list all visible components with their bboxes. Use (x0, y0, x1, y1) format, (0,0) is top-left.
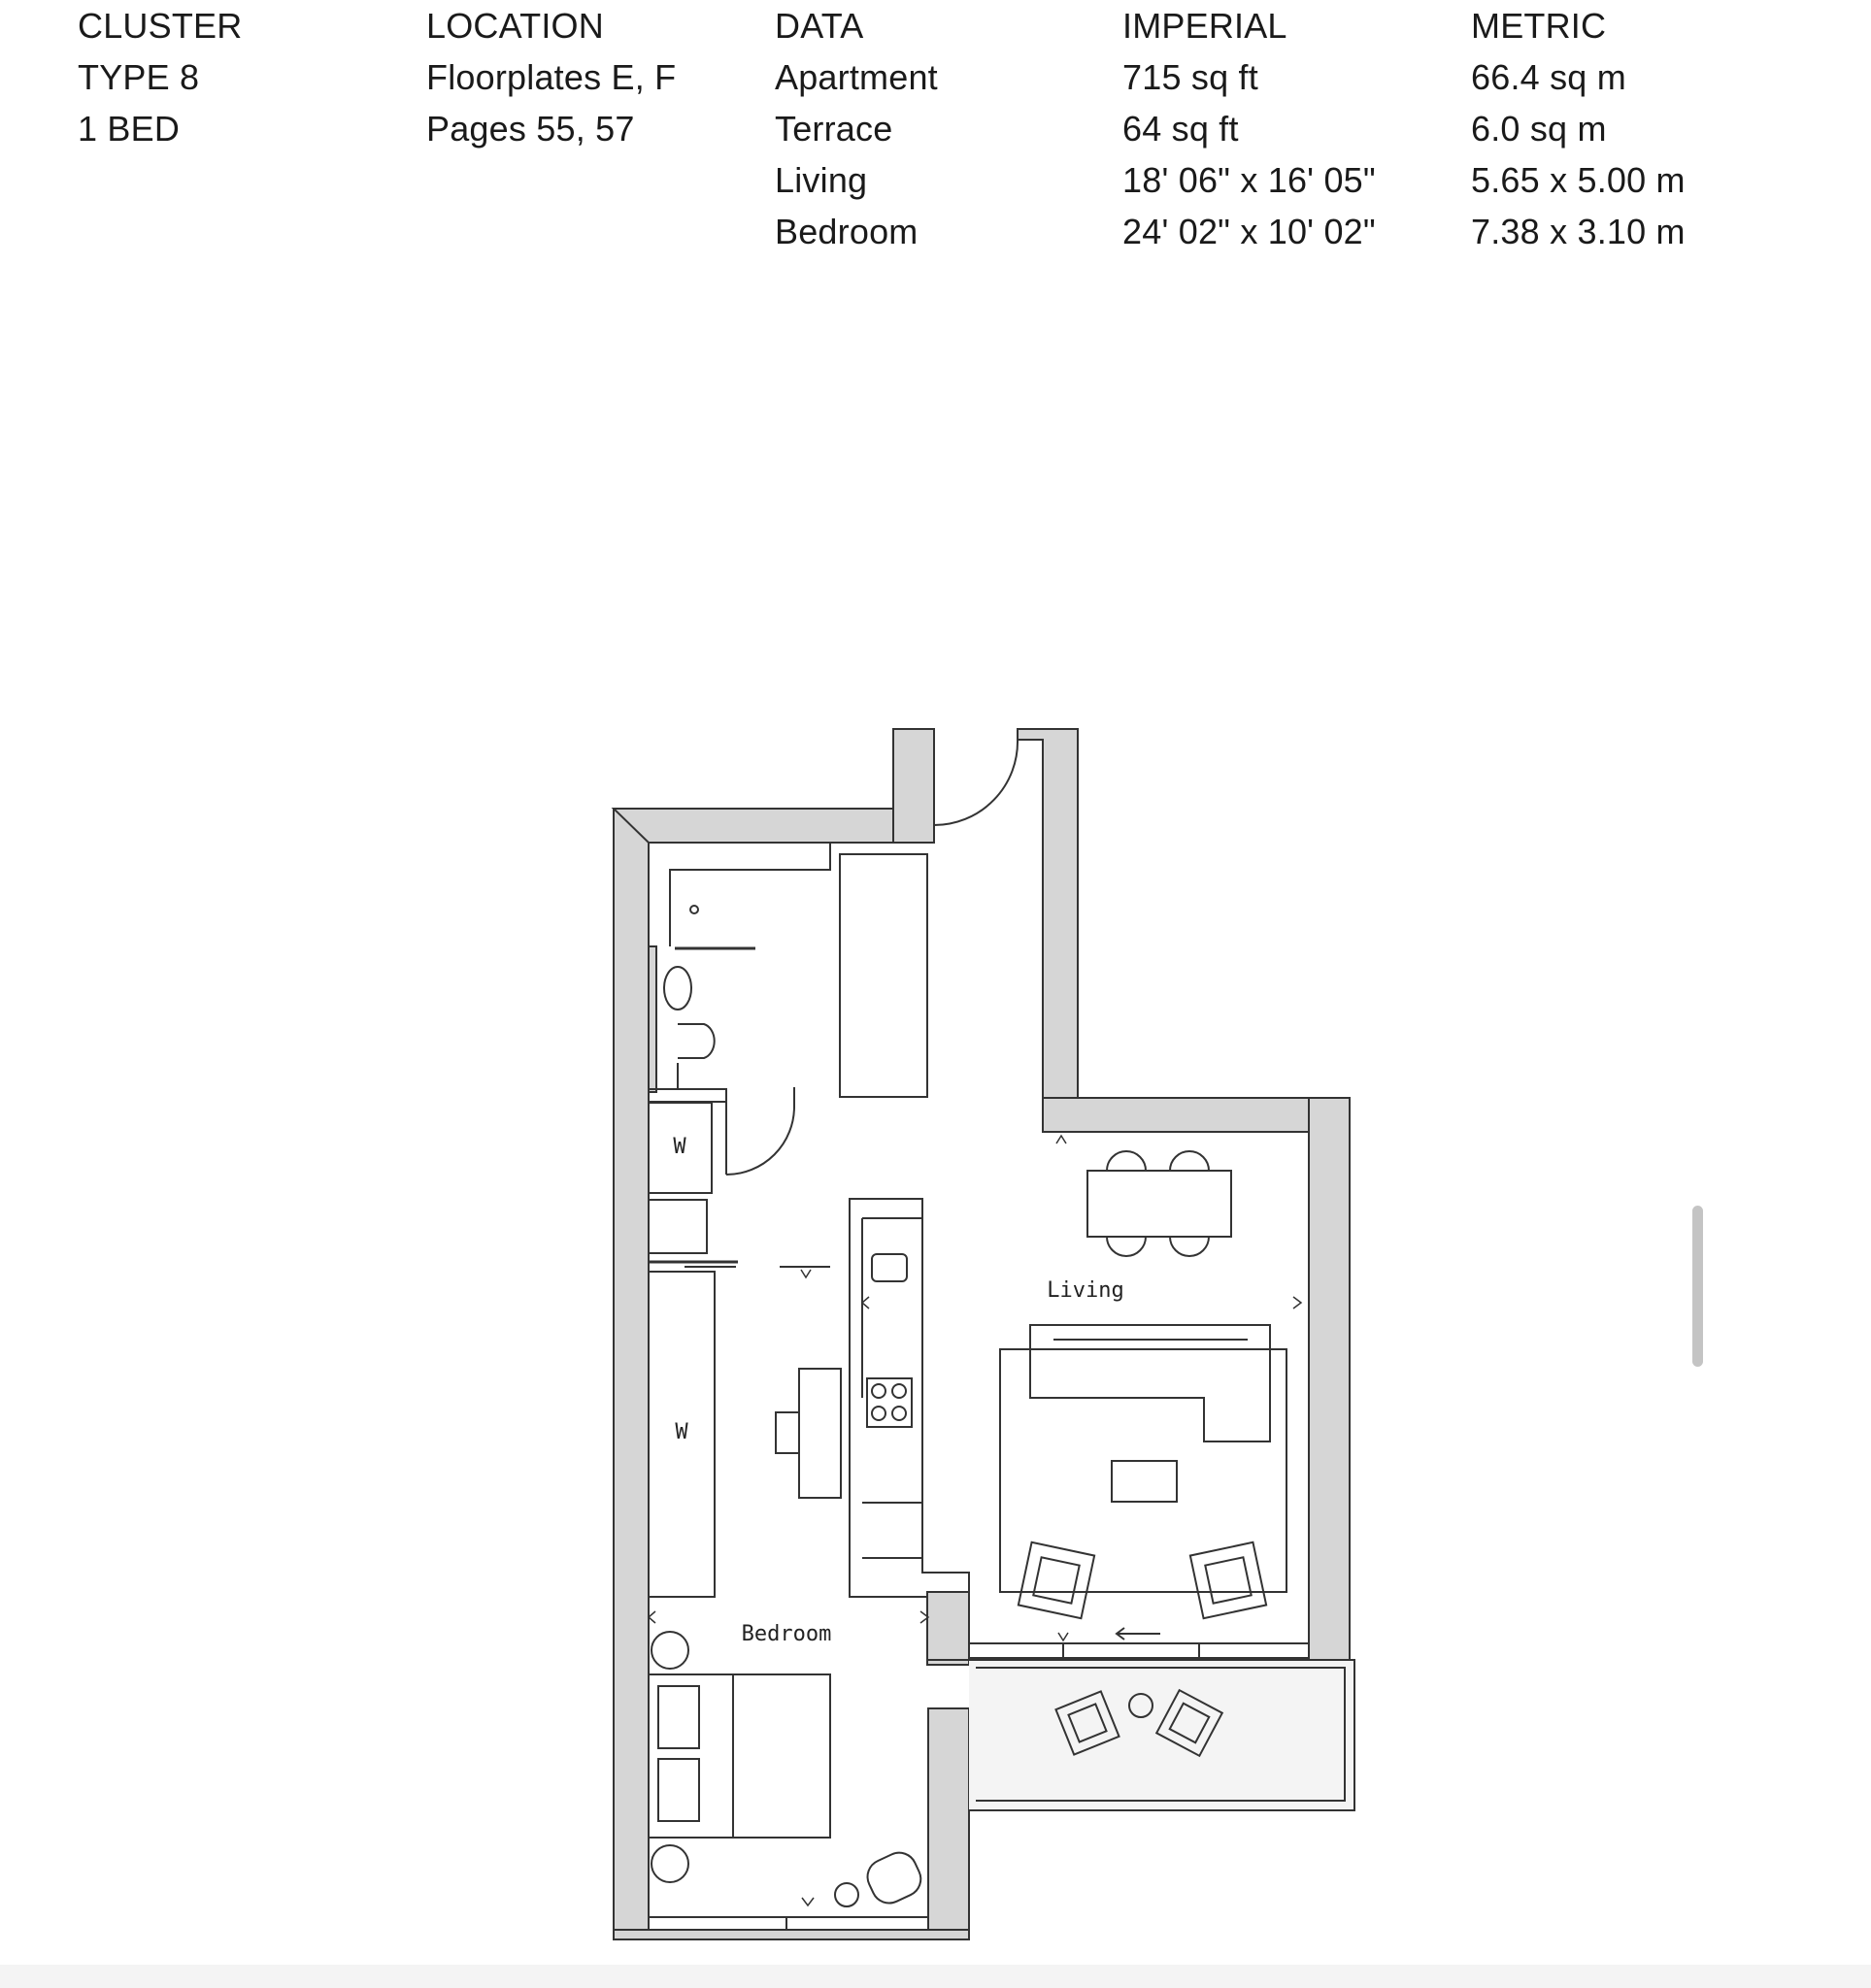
armchair-left (1019, 1542, 1094, 1618)
kitchen-sink-icon (872, 1254, 907, 1281)
terrace (969, 1660, 1354, 1810)
dining-set (1087, 1151, 1231, 1256)
wall-kitchen-step (927, 1592, 969, 1665)
location-floorplates: Floorplates E, F (426, 57, 677, 97)
location-pages: Pages 55, 57 (426, 109, 635, 149)
desk-chair (776, 1412, 799, 1453)
data-row-apartment: Apartment (775, 57, 938, 97)
direction-arrow-icon (1117, 1628, 1160, 1640)
living-sofa (1030, 1325, 1270, 1441)
cluster-beds: 1 BED (78, 109, 181, 149)
washbasin-icon (664, 967, 691, 1010)
imperial-terrace: 64 sq ft (1122, 109, 1239, 149)
data-row-living: Living (775, 160, 868, 200)
hall-cabinet (649, 1200, 707, 1253)
bed (649, 1674, 830, 1838)
armchair-right (1190, 1542, 1266, 1618)
storage-cupboard (840, 854, 927, 1097)
data-header: DATA (775, 6, 864, 46)
metric-apartment: 66.4 sq m (1471, 57, 1626, 97)
wardrobe-label-1: W (673, 1135, 686, 1159)
wall-bottom (614, 1930, 969, 1939)
bedroom-label: Bedroom (741, 1622, 832, 1646)
wall-entry-left (893, 729, 934, 843)
living-windows (969, 1643, 1309, 1658)
bottom-edge (0, 1965, 1871, 1988)
wall-top-left (614, 809, 893, 843)
entrance-door (934, 740, 1018, 825)
bedroom-armchair (862, 1847, 927, 1909)
imperial-living: 18' 06" x 16' 05" (1122, 160, 1376, 200)
coffee-table (1112, 1461, 1177, 1502)
toilet-icon (678, 1024, 715, 1058)
rug (1000, 1349, 1286, 1592)
metric-living: 5.65 x 5.00 m (1471, 160, 1686, 200)
data-row-bedroom: Bedroom (775, 212, 919, 251)
cluster-header: CLUSTER (78, 6, 243, 46)
kitchen (850, 1199, 969, 1660)
data-row-terrace: Terrace (775, 109, 893, 149)
wall-left (614, 809, 649, 1939)
wall-living-top (1043, 1098, 1350, 1132)
desk (799, 1369, 841, 1498)
location-header: LOCATION (426, 6, 604, 46)
metric-terrace: 6.0 sq m (1471, 109, 1607, 149)
wall-living-right (1309, 1098, 1350, 1660)
cluster-type: TYPE 8 (78, 57, 200, 97)
wall-bedroom-right (928, 1708, 969, 1939)
imperial-header: IMPERIAL (1122, 6, 1287, 46)
bedroom-window (649, 1917, 928, 1930)
side-table (835, 1883, 858, 1906)
metric-bedroom: 7.38 x 3.10 m (1471, 212, 1686, 251)
vertical-scrollbar[interactable] (1692, 1206, 1703, 1367)
living-label: Living (1047, 1278, 1124, 1303)
wall-entry-right (1018, 729, 1078, 1098)
bathroom-door (726, 1087, 794, 1175)
wardrobe-label-2: W (675, 1420, 688, 1444)
imperial-apartment: 715 sq ft (1122, 57, 1258, 97)
bedside-table-top (652, 1632, 688, 1669)
bedside-table-bottom (652, 1845, 688, 1882)
metric-header: METRIC (1471, 6, 1607, 46)
bathroom (649, 843, 830, 1102)
imperial-bedroom: 24' 02" x 10' 02" (1122, 212, 1376, 251)
